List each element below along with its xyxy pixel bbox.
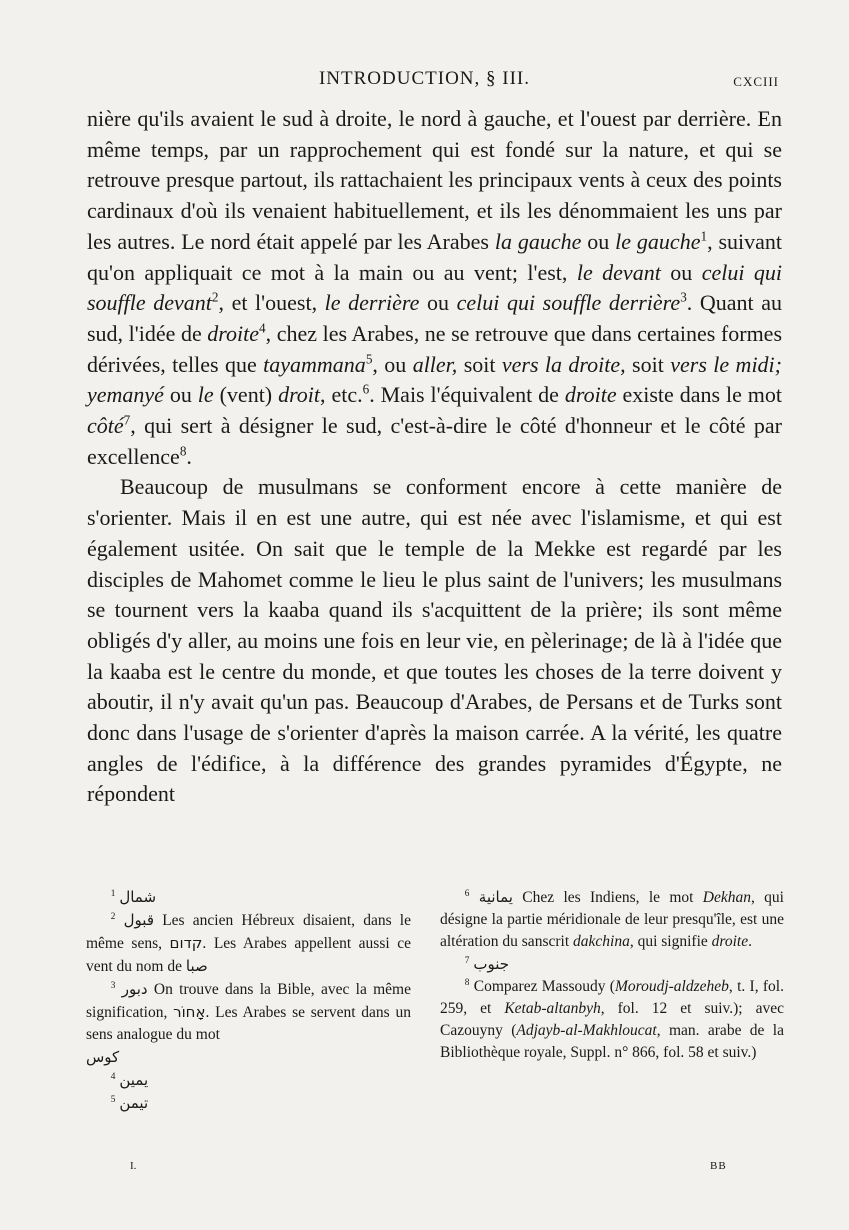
footnote-ref: 4 — [259, 320, 266, 336]
footnote-3-arabic: كوس — [86, 1048, 120, 1066]
running-title: INTRODUCTION, § III. — [318, 68, 531, 89]
main-text — [87, 104, 782, 810]
footnote-7: $^7$ جنوب — [464, 955, 509, 973]
footnote-5: $^5$ تيمن — [110, 1094, 149, 1112]
footnote-8: $^8$ Comparez Massoudy (Moroudj-aldzeheb, t. I, fol. 259, et Ketab-altanbyh, fol. 12 et suiv.); avec Cazouyny (Adjayb-al-Makhloucat, man. arabe de la Bibliothèque royale, Suppl. n° 866, fol. 58 et suiv.) — [440, 977, 785, 1061]
footnote-ref: 6 — [362, 382, 370, 397]
page-number: CXCIII — [733, 74, 779, 89]
footnote-ref: 3 — [680, 289, 687, 305]
footnote-4: $^4$ يمين — [110, 1071, 149, 1089]
signature-mark: I. — [130, 1160, 137, 1172]
footnote-ref: 7 — [123, 412, 131, 428]
footnote-1: $^1$ شمال — [110, 888, 157, 906]
footnote-3: $^3$ دبور On trouve dans la Bible, avec la même signification, אָחוֹר. Les Arabes se servent dans un sens analogue du mot — [86, 980, 411, 1043]
paragraph-2: Beaucoup de musulmans se conforment encore à cette manière de s'orienter. Mais il en est une autre, qui est née avec l'islamisme, et qui est également usitée. On sait que le temple de la Mekke est regardé par les disciples de Mahomet comme le lieu le plus saint de l'univers; les musulmans se tournent vers la kaaba quand ils s'acquittent de la prière; ils sont même obligés d'y aller, au moins une fois en leur vie, en pèlerinage; de là à l'idée que la kaaba est le centre du monde, et que toutes les choses de la terre doivent y aboutir, il n'y avait qu'un pas. Beaucoup d'Arabes, de Persans et de Turks sont donc dans l'usage de s'orienter d'après la maison carrée. A la vérité, les quatre angles de l'édifice, à la différence des grandes pyramides d'Égypte, ne répondent — [87, 474, 782, 807]
paragraph-1: nière qu'ils avaient le sud à droite, le nord à gauche, et l'ouest par derrière. En même temps, par un rapprochement qui est fondé sur la nature, et qui se retrouve presque partout, ils rattachaient les principaux vents à ceux des points cardinaux d'où ils venaient habituellement, et ils les dénommaient les uns par les autres. Le nord était appelé par les Arabes la gauche ou le gauche$^1$, suivant qu'on appliquait ce mot à la main ou au vent; l'est, le devant ou celui qui souffle devant$^2$, et l'ouest, le derrière ou celui qui souffle derrière$^3$. Quant au sud, l'idée de droite$^4$, chez les Arabes, ne se retrouve que dans certaines formes dérivées, telles que tayammana$^5$, ou aller, soit vers la droite, soit vers le midi; yemanyé ou le (vent) droit, etc.$^6$. Mais l'équivalent de droite existe dans le mot côté$^7$, qui sert à désigner le sud, c'est-à-dire le côté d'honneur et le côté par excellence$^8$. — [87, 106, 783, 469]
footnote-ref: 2 — [211, 289, 219, 305]
footnote-6: $^6$ يمانية Chez les Indiens, le mot Dekhan, qui désigne la partie méridionale de leur presqu'île, est une altération du sanscrit dakchina, qui signifie droite. — [440, 888, 784, 950]
footnotes-right-column — [440, 886, 784, 1064]
footnote-ref: 5 — [365, 351, 373, 367]
gathering-mark: BB — [710, 1160, 727, 1172]
footnote-2: $^2$ قبول Les ancien Hébreux disaient, dans le même sens, קדום. Les Arabes appellent aussi ce vent du nom de صبا — [86, 911, 411, 975]
footnote-ref: 8 — [179, 443, 187, 459]
footnotes-left-column — [86, 886, 411, 1115]
footnote-ref: 1 — [700, 228, 708, 244]
